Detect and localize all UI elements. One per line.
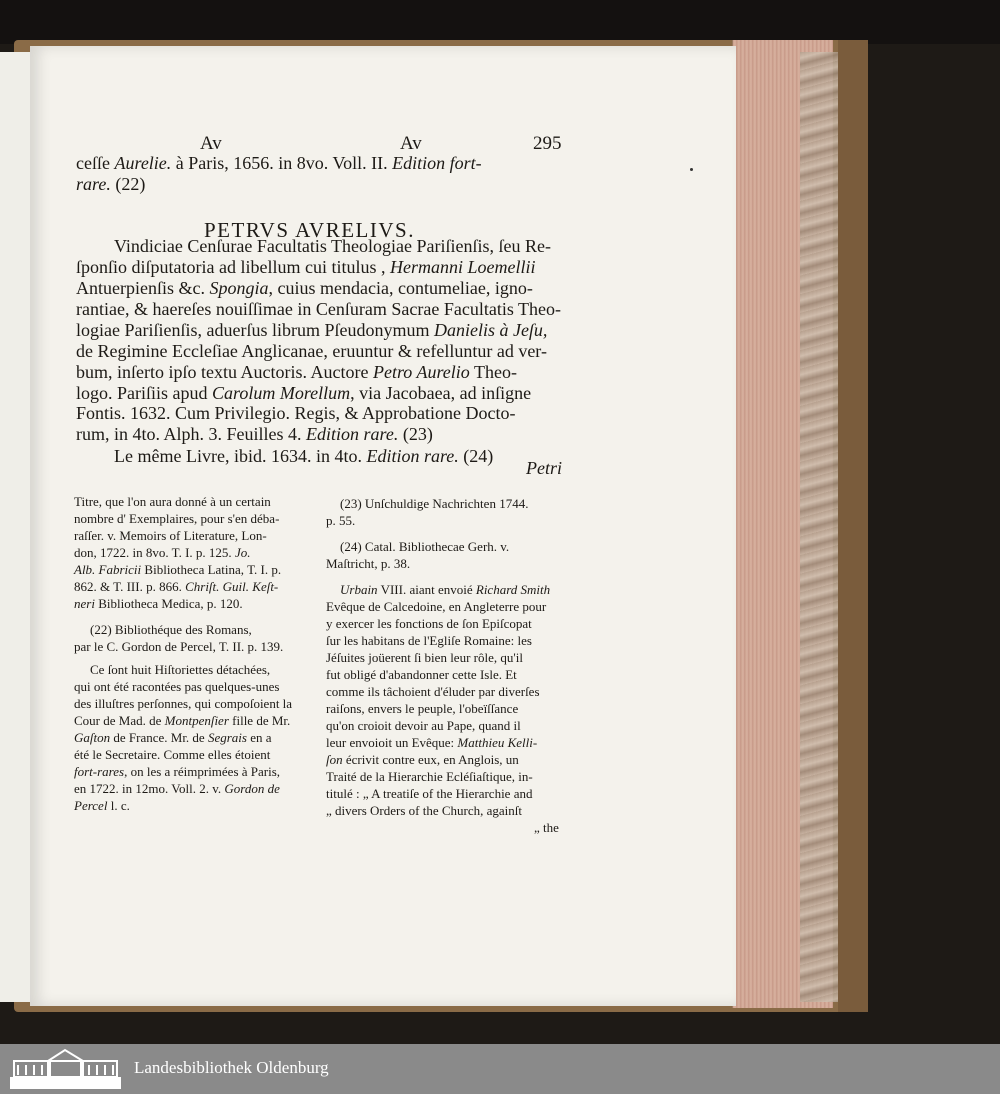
footnote-left-line-1-segment: Titre, que l'on aura donné à un certain <box>74 494 271 509</box>
footnote-left-line-14-segment: Segrais <box>207 730 247 745</box>
main-text-line-13-segment: Edition rare. <box>366 446 459 466</box>
footnote-right-line-7-segment: y exercer les fonctions de ſon Epiſcopat <box>326 616 532 631</box>
main-text-line-13-segment: Le même Livre, ibid. 1634. in 4to. <box>114 446 367 466</box>
footnote-right-line-1 <box>340 496 528 512</box>
page-number: 295 <box>533 133 562 154</box>
footnote-left-line-4-segment: Jo. <box>234 545 251 560</box>
main-text-line-8-segment: de Regimine Eccleſiae Anglicanae, eruuntur & refelluntur ad ver- <box>76 341 547 361</box>
footnote-right-line-8-segment: ſur les habitans de l'Egliſe Romaine: les <box>326 633 532 648</box>
library-building-icon <box>8 1047 123 1091</box>
main-text-line-1-segment: ceſſe <box>76 153 115 173</box>
footnote-left-line-9 <box>74 639 283 655</box>
main-text-line-6 <box>76 299 561 320</box>
footnote-left-line-7 <box>74 596 243 612</box>
footnote-right-line-19 <box>534 820 559 836</box>
footnote-left-line-8-segment: (22) Bibliothéque des Romans, <box>90 622 252 637</box>
footnote-right-line-12-segment: raiſons, envers le peuple, l'obeïſſance <box>326 701 519 716</box>
footnote-left-line-18-segment: Percel <box>74 798 108 813</box>
footnote-left-line-14-segment: en a <box>246 730 272 745</box>
footnote-right-line-3 <box>340 539 509 555</box>
running-head-center: Av <box>400 133 422 154</box>
footnote-left-line-8 <box>90 622 252 638</box>
footnote-right-line-5-segment: Richard Smith <box>475 582 551 597</box>
footnote-left-line-7-segment: neri <box>74 596 95 611</box>
footnote-right-line-11-segment: comme ils tâchoient d'éluder par diverſes <box>326 684 540 699</box>
footnote-left-line-10-segment: Ce ſont huit Hiſtoriettes détachées, <box>90 662 271 677</box>
main-text-line-13-segment: (24) <box>458 446 494 466</box>
main-text-line-7-segment: logiae Pariſienſis, aduerſus librum Pſeudonymum <box>76 320 434 340</box>
main-text-line-10-segment: Carolum Morellum <box>212 383 351 403</box>
footnote-left-line-13-segment: Cour de Mad. de <box>74 713 165 728</box>
main-text-line-10-segment: , via Jacobaea, ad inſigne <box>350 383 532 403</box>
footnote-left-line-15-segment: été le Secretaire. Comme elles étoient <box>74 747 271 762</box>
footnote-left-line-16-segment: fort-rares <box>74 764 125 779</box>
footnote-left-line-5 <box>74 562 281 578</box>
main-text-line-9-segment: bum, inſerto ipſo textu Auctoris. Auctore <box>76 362 373 382</box>
footnote-left-line-13 <box>74 713 290 729</box>
main-text-line-5-segment: Spongia <box>209 278 269 298</box>
footnote-right-line-6 <box>326 599 546 615</box>
top-shadow <box>0 0 1000 44</box>
footnote-left-line-16-segment: , on les a réimprimées à Paris, <box>124 764 281 779</box>
footnote-left-line-6-segment: Chriſt. Guil. Keſt- <box>185 579 279 594</box>
footnote-right-line-2 <box>326 513 355 529</box>
footnote-right-line-14-segment: Matthieu Kelli- <box>457 735 538 750</box>
footnote-right-line-5 <box>340 582 550 598</box>
main-text-line-1-segment: à Paris, 1656. in 8vo. Voll. II. <box>171 153 393 173</box>
main-text-line-11-segment: Fontis. 1632. Cum Privilegio. Regis, & Approbatione Docto- <box>76 403 516 423</box>
footnote-left-line-10 <box>90 662 270 678</box>
footnote-right-line-18-segment: „ divers Orders of the Church, againſt <box>326 803 523 818</box>
running-head-left: Av <box>200 133 222 154</box>
footnote-left-line-7-segment: Bibliotheca Medica, p. 120. <box>94 596 243 611</box>
footnote-right-line-9-segment: Jéſuites joüerent ſi bien leur rôle, qu'il <box>326 650 523 665</box>
main-text-line-12-segment: rum, in 4to. Alph. 3. Feuilles 4. <box>76 424 307 444</box>
main-text-line-7 <box>76 320 547 341</box>
main-text-line-6-segment: rantiae, & haereſes nouiſſimae in Cenſuram Sacrae Facultatis Theo- <box>76 299 561 319</box>
footnote-left-line-18 <box>74 798 130 814</box>
footnote-left-line-2 <box>74 511 279 527</box>
main-text-line-10-segment: logo. Pariſiis apud <box>76 383 212 403</box>
main-text-line-1 <box>76 153 482 174</box>
footnote-right-line-4 <box>326 556 410 572</box>
footnote-right-line-2-segment: p. 55. <box>326 513 356 528</box>
facing-page-edge <box>0 52 32 1002</box>
main-text-line-9-segment: Theo- <box>469 362 517 382</box>
footnote-left-line-4-segment: don, 1722. in 8vo. T. I. p. 125. <box>74 545 235 560</box>
footnote-right-line-18 <box>326 803 522 819</box>
footnote-right-line-17-segment: titulé : „ A treatiſe of the Hierarchie and <box>326 786 533 801</box>
footnote-left-line-11 <box>74 679 279 695</box>
section-heading: PETRVS AVRELIVS. <box>204 218 415 242</box>
footnote-right-line-14-segment: leur envoioit un Evêque: <box>326 735 458 750</box>
footnote-right-line-1-segment: (23) Unſchuldige Nachrichten 1744. <box>340 496 529 511</box>
footnote-right-line-5-segment: Urbain <box>340 582 378 597</box>
footnote-left-line-3 <box>74 528 267 544</box>
footnote-right-line-6-segment: Evêque de Calcedoine, en Angleterre pour <box>326 599 547 614</box>
main-text-line-5-segment: Antuerpienſis &c. <box>76 278 210 298</box>
main-text-line-4-segment: Hermanni Loemellii <box>389 257 536 277</box>
footnote-right-line-15-segment: ſon <box>326 752 343 767</box>
footnote-right-line-9 <box>326 650 523 666</box>
main-text-line-10 <box>76 383 531 404</box>
main-text-line-9 <box>76 362 517 383</box>
footnote-left-line-15 <box>74 747 270 763</box>
footnote-left-line-17-segment: Gordon de <box>224 781 280 796</box>
footnote-left-line-17-segment: en 1722. in 12mo. Voll. 2. v. <box>74 781 225 796</box>
footnote-left-line-2-segment: nombre d' Exemplaires, pour s'en déba- <box>74 511 280 526</box>
footnote-right-line-15 <box>326 752 519 768</box>
footnote-left-line-5-segment: Alb. Fabricii <box>74 562 142 577</box>
ink-speck <box>690 168 693 171</box>
main-text-line-5 <box>76 278 533 299</box>
main-text-line-2-segment: rare. <box>76 174 111 194</box>
footnote-right-line-8 <box>326 633 532 649</box>
library-name: Landesbibliothek Oldenburg <box>134 1058 329 1077</box>
footnote-left-line-6-segment: 862. & T. III. p. 866. <box>74 579 186 594</box>
main-text-line-3 <box>114 236 551 257</box>
footnote-left-line-6 <box>74 579 278 595</box>
footnote-right-line-3-segment: (24) Catal. Bibliothecae Gerh. v. <box>340 539 510 554</box>
footnote-right-line-17 <box>326 786 532 802</box>
footnote-right-line-7 <box>326 616 532 632</box>
main-text-line-3-segment: Vindiciae Cenſurae Facultatis Theologiae Pariſienſis, ſeu Re- <box>114 236 551 256</box>
footnote-right-line-11 <box>326 684 540 700</box>
footnote-left-line-14-segment: Gaſton <box>74 730 111 745</box>
main-text-line-12-segment: Edition rare. <box>306 424 399 444</box>
footnote-right-line-16-segment: Traité de la Hierarchie Ecléſiaſtique, in- <box>326 769 533 784</box>
footnote-left-line-12 <box>74 696 292 712</box>
footnote-right-line-14 <box>326 735 537 751</box>
main-text-line-8 <box>76 341 547 362</box>
footnote-left-line-14-segment: de France. Mr. de <box>110 730 208 745</box>
footnote-right-line-19-segment: „ the <box>534 820 559 835</box>
footnote-right-line-10-segment: fut obligé d'abandonner cette Isle. Et <box>326 667 517 682</box>
cover-board <box>838 40 868 1012</box>
main-text-line-5-segment: , cuius mendacia, contumeliae, igno- <box>268 278 533 298</box>
main-text-line-4-segment: ſponſio diſputatoria ad libellum cui titulus , <box>76 257 390 277</box>
footnote-left-line-17 <box>74 781 280 797</box>
footnote-left-line-13-segment: fille de Mr. <box>228 713 291 728</box>
footnote-right-line-10 <box>326 667 517 683</box>
main-text-line-2-segment: (22) <box>110 174 146 194</box>
main-text-line-11 <box>76 403 516 424</box>
footnote-left-line-13-segment: Montpenſier <box>164 713 229 728</box>
footnote-left-line-14 <box>74 730 272 746</box>
main-text-line-13 <box>114 446 493 467</box>
footnote-right-line-13 <box>326 718 521 734</box>
footnote-left-line-9-segment: par le C. Gordon de Percel, T. II. p. 139. <box>74 639 284 654</box>
footnote-left-line-18-segment: l. c. <box>107 798 130 813</box>
footnote-right-line-12 <box>326 701 518 717</box>
main-text-line-12 <box>76 424 433 445</box>
main-text-line-2 <box>76 174 145 195</box>
main-text-line-9-segment: Petro Aurelio <box>372 362 470 382</box>
footnote-left-line-5-segment: Bibliotheca Latina, T. I. p. <box>141 562 282 577</box>
catchword: Petri <box>526 458 562 478</box>
footnote-right-line-15-segment: écrivit contre eux, en Anglois, un <box>342 752 519 767</box>
main-text-line-1-segment: Aurelie. <box>114 153 172 173</box>
footnote-left-line-1 <box>74 494 271 510</box>
footnote-right-line-5-segment: VIII. aiant envoié <box>377 582 476 597</box>
main-text-line-4 <box>76 257 535 278</box>
footnote-right-line-4-segment: Maſtricht, p. 38. <box>326 556 411 571</box>
main-text-line-7-segment: Danielis à Jeſu, <box>433 320 548 340</box>
footnote-left-line-12-segment: des illuſtres perſonnes, qui compoſoient la <box>74 696 293 711</box>
footnote-left-line-11-segment: qui ont été racontées pas quelques-unes <box>74 679 280 694</box>
footnote-left-line-3-segment: raſſer. v. Memoirs of Literature, Lon- <box>74 528 267 543</box>
main-text-line-1-segment: Edition fort- <box>392 153 482 173</box>
main-text-line-12-segment: (23) <box>398 424 433 444</box>
footnote-left-line-4 <box>74 545 250 561</box>
footnote-right-line-13-segment: qu'on croioit devoir au Pape, quand il <box>326 718 521 733</box>
footnote-right-line-16 <box>326 769 533 785</box>
footnote-left-line-16 <box>74 764 280 780</box>
